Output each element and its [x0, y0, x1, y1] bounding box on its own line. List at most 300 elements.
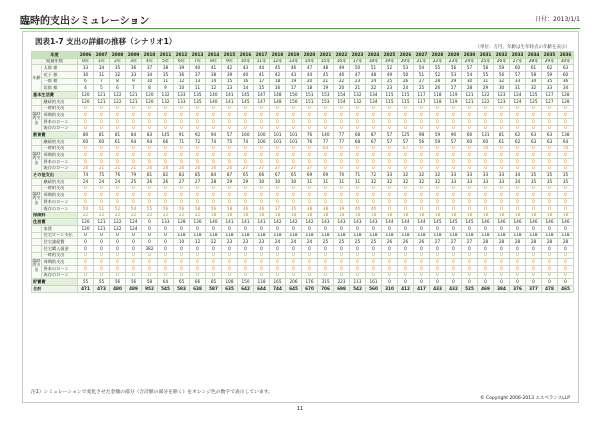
value-cell: 0 — [286, 105, 302, 112]
value-cell: 145 — [238, 92, 254, 99]
value-cell: 0 — [382, 272, 398, 279]
detail-label: 住宅購入頭金 — [42, 245, 78, 252]
value-cell: 176 — [302, 279, 318, 286]
value-cell: 2020 — [302, 52, 318, 59]
value-cell: 0 — [302, 192, 318, 199]
value-cell: 0 — [462, 272, 478, 279]
detail-label: 一時的支出 — [42, 105, 78, 112]
value-cell: 37 — [190, 72, 206, 79]
value-cell: 0 — [334, 192, 350, 199]
value-cell: 12 — [174, 78, 190, 85]
detail-label: 既存のローン — [42, 125, 78, 132]
value-cell: 120 — [78, 92, 94, 99]
value-cell: 34 — [94, 65, 110, 72]
value-cell: 55 — [142, 205, 158, 212]
value-cell: 0 — [382, 152, 398, 159]
value-cell: 0 — [558, 152, 574, 159]
value-cell: 0 — [526, 185, 542, 192]
value-cell: 81 — [94, 132, 110, 139]
value-cell: 67 — [270, 172, 286, 179]
value-cell: 50 — [398, 72, 414, 79]
value-cell: 0 — [366, 159, 382, 166]
value-cell: 0 — [558, 105, 574, 112]
value-cell: 0 — [254, 159, 270, 166]
value-cell: 26 — [158, 179, 174, 186]
value-cell: 0 — [494, 259, 510, 266]
value-cell: 28 — [558, 239, 574, 246]
value-cell: 0 — [206, 105, 222, 112]
value-cell: 0 — [510, 159, 526, 166]
value-cell: 0 — [206, 152, 222, 159]
value-cell: 0 — [94, 245, 110, 252]
value-cell: 65 — [238, 172, 254, 179]
value-cell: 0 — [254, 245, 270, 252]
value-cell: 118 — [254, 279, 270, 286]
value-cell: 0 — [462, 159, 478, 166]
value-cell: 150 — [286, 92, 302, 99]
family-member-label: 花子 様 — [42, 72, 78, 79]
value-cell: 118 — [446, 232, 462, 239]
value-cell: 0 — [398, 266, 414, 273]
value-cell: 23 — [238, 239, 254, 246]
value-cell: 19 — [318, 85, 334, 92]
value-cell: 0 — [126, 159, 142, 166]
value-cell: 76 — [302, 138, 318, 145]
detail-row — [32, 185, 574, 192]
value-cell: 0 — [110, 239, 126, 246]
value-cell: 0 — [478, 159, 494, 166]
value-cell: 0 — [398, 192, 414, 199]
value-cell: 118 — [430, 98, 446, 105]
value-cell: 16年 — [334, 58, 350, 65]
value-cell: 35 — [542, 78, 558, 85]
value-cell: 128 — [174, 219, 190, 226]
value-cell: 40 — [350, 205, 366, 212]
value-cell: 124 — [510, 92, 526, 99]
value-cell: 0 — [382, 259, 398, 266]
value-cell: 25 — [382, 78, 398, 85]
value-cell: 32 — [430, 179, 446, 186]
value-cell: 644 — [254, 286, 270, 293]
value-cell: 0 — [478, 118, 494, 125]
value-cell: 56 — [446, 65, 462, 72]
value-cell: 0 — [542, 199, 558, 206]
value-cell: 0 — [126, 152, 142, 159]
value-cell: 18 — [510, 212, 526, 219]
value-cell: 122 — [110, 98, 126, 105]
value-cell: 61 — [526, 65, 542, 72]
value-cell: 5年 — [158, 58, 174, 65]
value-cell: 18 — [350, 212, 366, 219]
value-cell: 525 — [462, 286, 478, 293]
value-cell: 2014 — [206, 52, 222, 59]
section-title: 基本生活費 — [32, 92, 78, 99]
value-cell: 0 — [222, 245, 238, 252]
value-cell: 27 — [238, 165, 254, 172]
value-cell: 0 — [526, 145, 542, 152]
value-cell: 0 — [446, 225, 462, 232]
value-cell: 140 — [206, 98, 222, 105]
value-cell: 0 — [302, 118, 318, 125]
value-cell: 10 — [142, 78, 158, 85]
value-cell: 80 — [78, 132, 94, 139]
value-cell: 0 — [270, 272, 286, 279]
value-cell: 0 — [222, 112, 238, 119]
value-cell: 0 — [350, 199, 366, 206]
value-cell: 21 — [94, 165, 110, 172]
value-cell: 56 — [206, 205, 222, 212]
value-cell: 53 — [398, 65, 414, 72]
value-cell: 18 — [302, 212, 318, 219]
value-cell: 55 — [478, 72, 494, 79]
value-cell: 31 — [318, 179, 334, 186]
value-cell: 465 — [558, 286, 574, 293]
value-cell: 0 — [350, 152, 366, 159]
value-cell: 0 — [94, 232, 110, 239]
housing-detail-row — [32, 259, 574, 266]
value-cell: 101 — [286, 138, 302, 145]
value-cell: 2年 — [110, 58, 126, 65]
value-cell: 64 — [318, 145, 334, 152]
value-cell: 0 — [462, 199, 478, 206]
value-cell: 23年 — [446, 58, 462, 65]
value-cell: 0 — [414, 259, 430, 266]
value-cell: 43 — [238, 65, 254, 72]
value-cell: 0 — [94, 152, 110, 159]
value-cell: 32 — [414, 179, 430, 186]
value-cell: 27 — [174, 179, 190, 186]
value-cell: 0 — [558, 159, 574, 166]
value-cell: 471 — [78, 286, 94, 293]
value-cell: 2028 — [430, 52, 446, 59]
value-cell: 0 — [286, 185, 302, 192]
value-cell: 44 — [254, 65, 270, 72]
value-cell: 0 — [414, 125, 430, 132]
value-cell: 0 — [366, 165, 382, 172]
page-number: 11 — [296, 406, 304, 412]
value-cell: 13 — [222, 85, 238, 92]
value-cell: 145 — [446, 219, 462, 226]
value-cell: 0 — [526, 159, 542, 166]
value-cell: 0 — [382, 199, 398, 206]
value-cell: 0 — [94, 192, 110, 199]
value-cell: 432 — [446, 286, 462, 293]
value-cell: 0 — [110, 245, 126, 252]
value-cell: 0 — [142, 239, 158, 246]
value-cell: 0 — [270, 266, 286, 273]
value-cell: 131 — [478, 132, 494, 139]
value-cell: 127 — [542, 98, 558, 105]
detail-label: 一時的支出 — [42, 252, 78, 259]
value-cell: 121 — [94, 98, 110, 105]
value-cell: 0 — [158, 232, 174, 239]
detail-indent — [32, 98, 42, 105]
value-cell: 0 — [542, 185, 558, 192]
value-cell: 0 — [110, 159, 126, 166]
value-cell: 0 — [190, 192, 206, 199]
value-cell: 29 — [478, 85, 494, 92]
value-cell: 18 — [286, 212, 302, 219]
family-age-row — [32, 85, 574, 92]
value-cell: 69 — [318, 172, 334, 179]
value-cell: 0 — [286, 159, 302, 166]
value-cell: 0 — [334, 272, 350, 279]
housing-title: 住居費 — [32, 219, 78, 226]
value-cell: 0 — [94, 118, 110, 125]
value-cell: 0 — [430, 152, 446, 159]
value-cell: 0 — [174, 105, 190, 112]
value-cell: 143 — [366, 219, 382, 226]
value-cell: 2034 — [526, 52, 542, 59]
value-cell: 0 — [398, 185, 414, 192]
value-cell: 0 — [286, 272, 302, 279]
value-cell: 61 — [110, 138, 126, 145]
value-cell: 0 — [222, 185, 238, 192]
year-header: 年度 — [32, 52, 78, 59]
value-cell: 2031 — [478, 52, 494, 59]
value-cell: 0 — [366, 112, 382, 119]
housing-detail-row — [32, 245, 574, 252]
value-cell: 27 — [446, 85, 462, 92]
value-cell: 0 — [494, 125, 510, 132]
value-cell: 18 — [334, 212, 350, 219]
value-cell: 32 — [414, 172, 430, 179]
value-cell: 143 — [318, 219, 334, 226]
value-cell: 2021 — [318, 52, 334, 59]
value-cell: 84 — [206, 172, 222, 179]
value-cell: 0 — [462, 185, 478, 192]
value-cell: 0 — [270, 125, 286, 132]
value-cell: 100 — [254, 138, 270, 145]
value-cell: 0 — [430, 259, 446, 266]
value-cell: 0 — [270, 159, 286, 166]
value-cell: 15 — [254, 85, 270, 92]
value-cell: 43 — [286, 72, 302, 79]
value-cell: 0 — [510, 165, 526, 172]
value-cell: 0 — [558, 225, 574, 232]
value-cell: 8年 — [206, 58, 222, 65]
value-cell: 146 — [526, 219, 542, 226]
value-cell: 0 — [142, 225, 158, 232]
value-cell: 121 — [94, 219, 110, 226]
value-cell: 0 — [286, 112, 302, 119]
value-cell: 0 — [446, 279, 462, 286]
value-cell: 59 — [494, 65, 510, 72]
value-cell: 0 — [334, 118, 350, 125]
value-cell: 0 — [494, 192, 510, 199]
value-cell: 0 — [366, 225, 382, 232]
housing-detail-row — [32, 252, 574, 259]
value-cell: 23 — [222, 239, 238, 246]
value-cell: 101 — [286, 132, 302, 139]
value-cell: 2012 — [174, 52, 190, 59]
value-cell: 0 — [174, 259, 190, 266]
value-cell: 0 — [222, 192, 238, 199]
value-cell: 0 — [542, 165, 558, 172]
value-cell: 0 — [526, 118, 542, 125]
value-cell: 0 — [430, 252, 446, 259]
value-cell: 0 — [542, 192, 558, 199]
value-cell: 0 — [510, 192, 526, 199]
value-cell: 0 — [510, 145, 526, 152]
value-cell: 35 — [558, 172, 574, 179]
value-cell: 0 — [462, 152, 478, 159]
value-cell: 120 — [78, 225, 94, 232]
value-cell: 0 — [558, 118, 574, 125]
value-cell: 0 — [126, 192, 142, 199]
value-cell: 18 — [462, 212, 478, 219]
value-cell: 0 — [542, 252, 558, 259]
value-cell: 0 — [222, 118, 238, 125]
value-cell: 583 — [174, 286, 190, 293]
value-cell: 118 — [398, 232, 414, 239]
value-cell: 0 — [558, 112, 574, 119]
value-cell: 142 — [302, 219, 318, 226]
value-cell: 55 — [94, 279, 110, 286]
value-cell: 0 — [126, 239, 142, 246]
value-cell: 0 — [398, 165, 414, 172]
value-cell: 0 — [382, 159, 398, 166]
value-cell: 0 — [542, 272, 558, 279]
value-cell: 0 — [190, 199, 206, 206]
value-cell: 0 — [222, 252, 238, 259]
value-cell: 0 — [542, 105, 558, 112]
value-cell: 0 — [78, 152, 94, 159]
value-cell: 0 — [350, 112, 366, 119]
value-cell: 0 — [526, 245, 542, 252]
value-cell: 0 — [526, 112, 542, 119]
value-cell: 0 — [462, 105, 478, 112]
value-cell: 0 — [494, 105, 510, 112]
value-cell: 0 — [206, 185, 222, 192]
value-cell: 0 — [398, 152, 414, 159]
housing-detail-row — [32, 266, 574, 273]
value-cell: 0 — [94, 252, 110, 259]
value-cell: 141 — [238, 219, 254, 226]
value-cell: 127 — [542, 92, 558, 99]
value-cell: 0 — [526, 259, 542, 266]
value-cell: 0 — [126, 185, 142, 192]
value-cell: 31 — [478, 78, 494, 85]
value-cell: 0 — [382, 279, 398, 286]
value-cell: 0 — [126, 118, 142, 125]
value-cell: 14年 — [302, 58, 318, 65]
value-cell: 0 — [174, 272, 190, 279]
value-cell: 0 — [382, 245, 398, 252]
value-cell: 151 — [302, 98, 318, 105]
value-cell: 384 — [494, 286, 510, 293]
value-cell: 206 — [286, 279, 302, 286]
value-cell: 0 — [494, 165, 510, 172]
value-cell: 0 — [510, 118, 526, 125]
value-cell: 134 — [366, 98, 382, 105]
value-cell: 44 — [302, 72, 318, 79]
value-cell: 153 — [318, 92, 334, 99]
value-cell: 2023 — [350, 52, 366, 59]
value-cell: 22 — [142, 212, 158, 219]
value-cell: 0 — [302, 112, 318, 119]
value-cell: 40 — [190, 65, 206, 72]
value-cell: 0 — [510, 152, 526, 159]
value-cell: 0 — [414, 145, 430, 152]
value-cell: 0 — [366, 105, 382, 112]
value-cell: 57 — [382, 132, 398, 139]
value-cell: 118 — [366, 232, 382, 239]
value-cell: 0 — [478, 245, 494, 252]
value-cell: 18 — [366, 212, 382, 219]
value-cell: 0 — [302, 252, 318, 259]
value-cell: 0 — [158, 105, 174, 112]
value-cell: 12年 — [270, 58, 286, 65]
value-cell: 17 — [286, 85, 302, 92]
value-cell: 50 — [350, 65, 366, 72]
value-cell: 31 — [510, 85, 526, 92]
value-cell: 154 — [334, 98, 350, 105]
temporary-expense-label: 臨時的支出 — [32, 252, 42, 279]
value-cell: 25 — [366, 239, 382, 246]
value-cell: 26 — [430, 85, 446, 92]
value-cell: 0 — [558, 272, 574, 279]
value-cell: 63 — [542, 138, 558, 145]
value-cell: 0 — [286, 118, 302, 125]
value-cell: 33 — [462, 179, 478, 186]
value-cell: 0 — [110, 112, 126, 119]
value-cell: 0 — [174, 252, 190, 259]
value-cell: 0 — [126, 272, 142, 279]
value-cell: 0 — [158, 159, 174, 166]
expense-table — [31, 51, 574, 293]
value-cell: 0 — [222, 259, 238, 266]
value-cell: 0 — [334, 245, 350, 252]
header-divider — [20, 28, 580, 29]
value-cell: 0 — [94, 239, 110, 246]
value-cell: 59 — [542, 72, 558, 79]
value-cell: 0 — [478, 125, 494, 132]
value-cell: 6 — [110, 85, 126, 92]
value-cell: 14 — [206, 78, 222, 85]
value-cell: 0 — [158, 252, 174, 259]
value-cell: 0 — [158, 118, 174, 125]
value-cell: 0 — [430, 205, 446, 212]
value-cell: 21 — [110, 165, 126, 172]
value-cell: 0 — [286, 225, 302, 232]
value-cell: 13 — [190, 78, 206, 85]
detail-label: 住宅諸経費 — [42, 239, 78, 246]
value-cell: 0 — [526, 125, 542, 132]
value-cell: 0 — [270, 225, 286, 232]
value-cell: 0 — [206, 272, 222, 279]
value-cell: 0 — [206, 192, 222, 199]
value-cell: 310 — [382, 286, 398, 293]
value-cell: 0 — [78, 252, 94, 259]
value-cell: 75 — [94, 172, 110, 179]
value-cell: 0 — [398, 259, 414, 266]
value-cell: 125 — [526, 98, 542, 105]
value-cell: 143 — [350, 219, 366, 226]
value-cell: 25年 — [478, 58, 494, 65]
value-cell: 0 — [110, 232, 126, 239]
value-cell: 144 — [414, 219, 430, 226]
value-cell: 0 — [398, 199, 414, 206]
value-cell: 2022 — [334, 52, 350, 59]
value-cell: 0 — [414, 279, 430, 286]
value-cell: 123 — [494, 98, 510, 105]
value-cell: 154 — [334, 92, 350, 99]
value-cell: 39 — [334, 205, 350, 212]
value-cell: 0 — [190, 145, 206, 152]
value-cell: 32 — [494, 78, 510, 85]
value-cell: 0 — [142, 199, 158, 206]
